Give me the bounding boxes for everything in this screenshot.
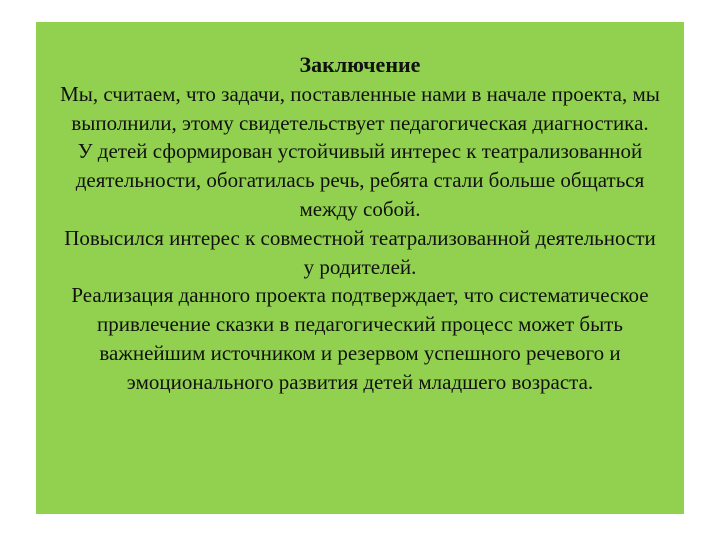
slide-title: Заключение xyxy=(299,52,421,77)
paragraph-project-result: Реализация данного проекта подтверждает, что систематическое привлечение сказки в педагогический процесс может быть важнейшим источником и резервом успешного речевого и эмоционального развития детей младшего возраста. xyxy=(71,283,649,394)
conclusion-text-block xyxy=(60,51,660,397)
green-content-panel xyxy=(36,22,684,514)
paragraph-tasks-completed: Мы, считаем, что задачи, поставленные нами в начале проекта, мы выполнили, этому свидетельствует педагогическая диагностика. xyxy=(60,81,660,135)
paragraph-children-interest: У детей сформирован устойчивый интерес к театрализованной деятельности, обогатилась речь, ребята стали больше общаться между собой. xyxy=(75,139,645,221)
paragraph-parents-interest: Повысился интерес к совместной театрализованной деятельности у родителей. xyxy=(64,225,656,279)
